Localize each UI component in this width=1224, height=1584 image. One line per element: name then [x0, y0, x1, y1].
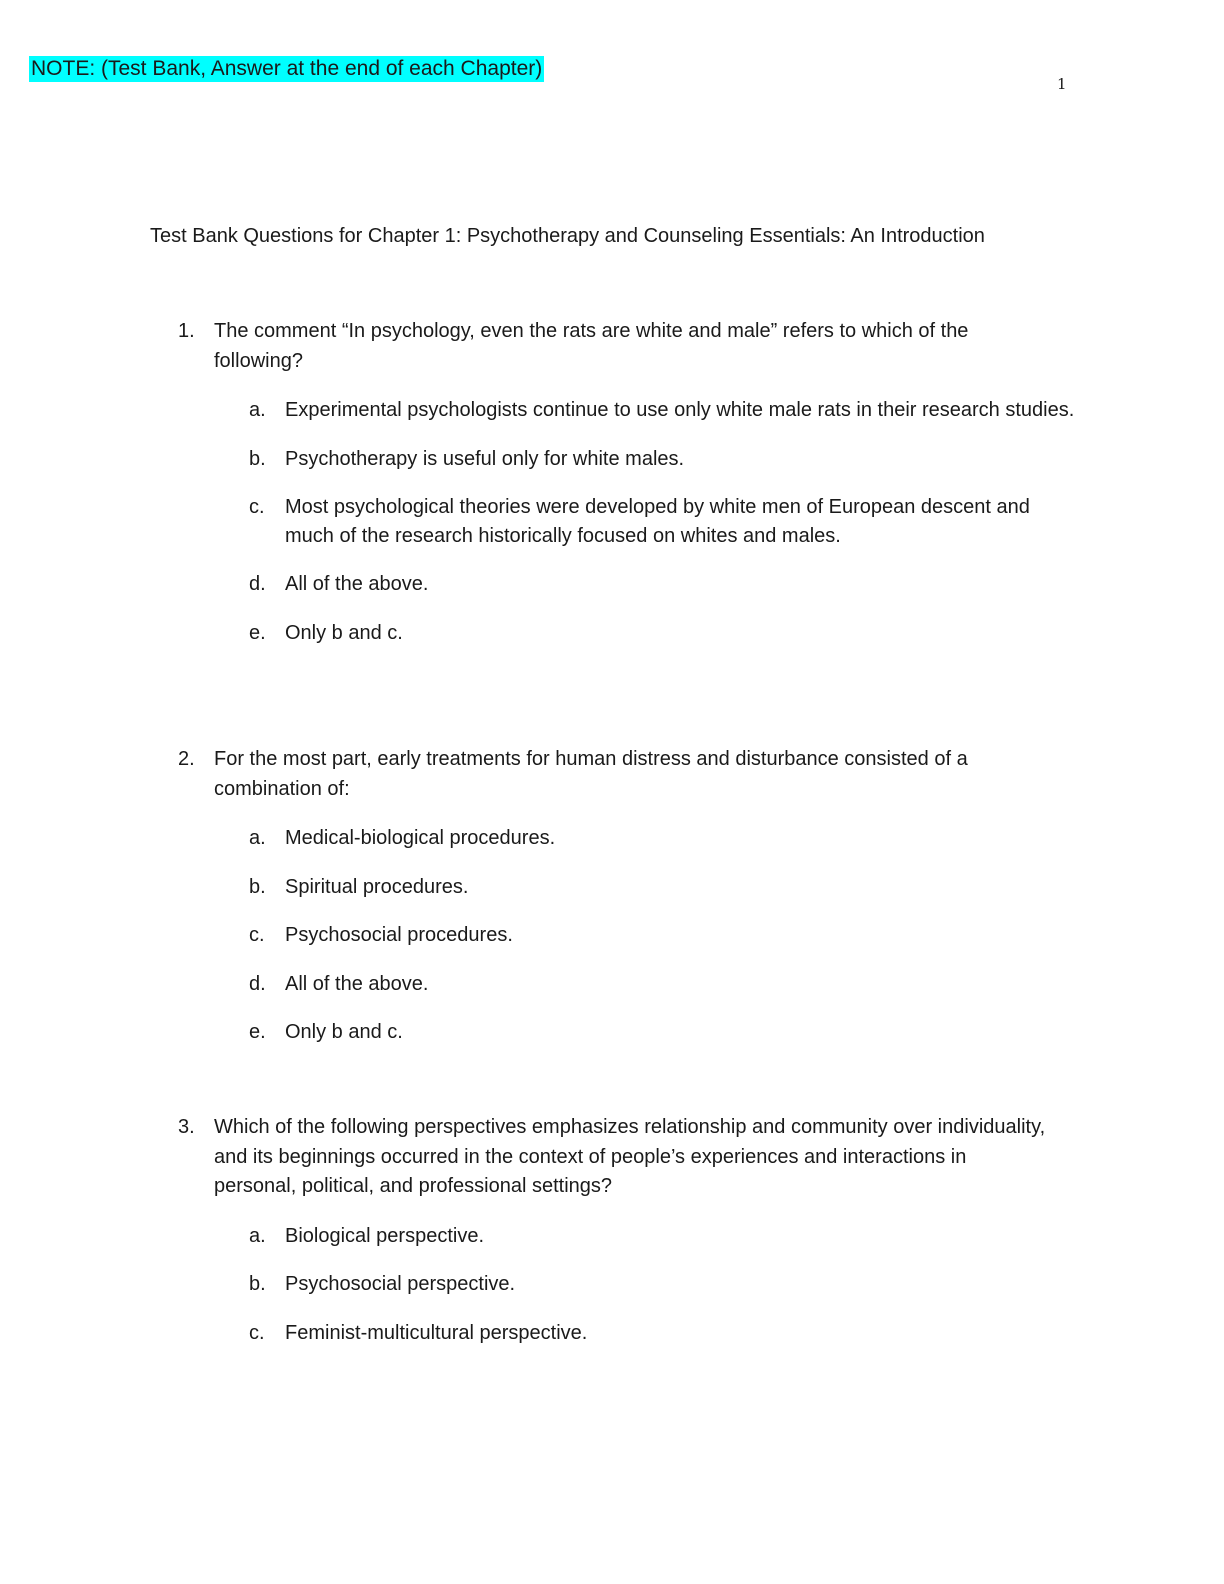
option-item	[249, 493, 1078, 550]
option-item	[249, 1270, 1078, 1299]
option-item	[249, 1222, 1078, 1251]
option-text: Spiritual procedures.	[285, 875, 469, 898]
option-item	[249, 1319, 1078, 1348]
option-text: Psychosocial perspective.	[285, 1273, 516, 1295]
question-number: 1.	[178, 320, 195, 342]
option-item	[249, 970, 1078, 999]
question-1	[178, 317, 1078, 667]
option-letter: a.	[249, 827, 266, 849]
option-letter: d.	[249, 573, 266, 595]
option-letter: e.	[249, 1021, 266, 1043]
option-letter: e.	[249, 621, 266, 644]
option-letter: d.	[249, 972, 266, 995]
option-text: Psychosocial procedures.	[285, 924, 513, 946]
question-text: The comment “In psychology, even the rats are white and male” refers to which of the following?	[214, 320, 969, 372]
option-letter: c.	[249, 924, 265, 946]
question-text: Which of the following perspectives emphasizes relationship and community over individuality, and its beginnings occurred in the context of people’s experiences and interactions in personal, political, and professional settings?	[214, 1116, 1046, 1197]
option-letter: b.	[249, 875, 266, 898]
option-text: All of the above.	[285, 573, 429, 595]
question-2	[178, 745, 1078, 1067]
option-item	[249, 619, 1078, 648]
question-3	[178, 1113, 1078, 1367]
option-text: Only b and c.	[285, 1021, 403, 1043]
option-item	[249, 396, 1078, 425]
option-text: Experimental psychologists continue to use only white male rats in their research studies.	[285, 399, 1075, 421]
option-item	[249, 1018, 1078, 1047]
option-item	[249, 873, 1078, 902]
option-letter: b.	[249, 1273, 266, 1295]
option-text: Psychotherapy is useful only for white males.	[285, 447, 685, 470]
option-item	[249, 824, 1078, 853]
option-text: Feminist-multicultural perspective.	[285, 1321, 588, 1344]
option-letter: a.	[249, 1224, 266, 1247]
option-item	[249, 570, 1078, 599]
question-number: 2.	[178, 748, 195, 770]
option-item	[249, 445, 1078, 474]
option-list	[249, 1222, 1078, 1348]
option-letter: a.	[249, 399, 266, 421]
option-letter: b.	[249, 447, 266, 470]
option-text: Biological perspective.	[285, 1224, 484, 1247]
page-number: 1	[1057, 75, 1067, 93]
option-text: All of the above.	[285, 972, 429, 995]
option-letter: c.	[249, 496, 265, 518]
option-item	[249, 921, 1078, 950]
highlighted-note: NOTE: (Test Bank, Answer at the end of each Chapter)	[31, 57, 543, 80]
option-text: Medical-biological procedures.	[285, 827, 556, 849]
option-list	[249, 824, 1078, 1047]
option-letter: c.	[249, 1321, 265, 1344]
question-number: 3.	[178, 1116, 195, 1138]
question-text: For the most part, early treatments for human distress and disturbance consisted of a combination of:	[214, 748, 968, 800]
option-text: Only b and c.	[285, 621, 403, 644]
document-title: Test Bank Questions for Chapter 1: Psychotherapy and Counseling Essentials: An Introduction	[150, 225, 985, 247]
option-list	[249, 396, 1078, 647]
option-text: Most psychological theories were developed by white men of European descent and much of the research historically focused on whites and males.	[285, 496, 1030, 547]
